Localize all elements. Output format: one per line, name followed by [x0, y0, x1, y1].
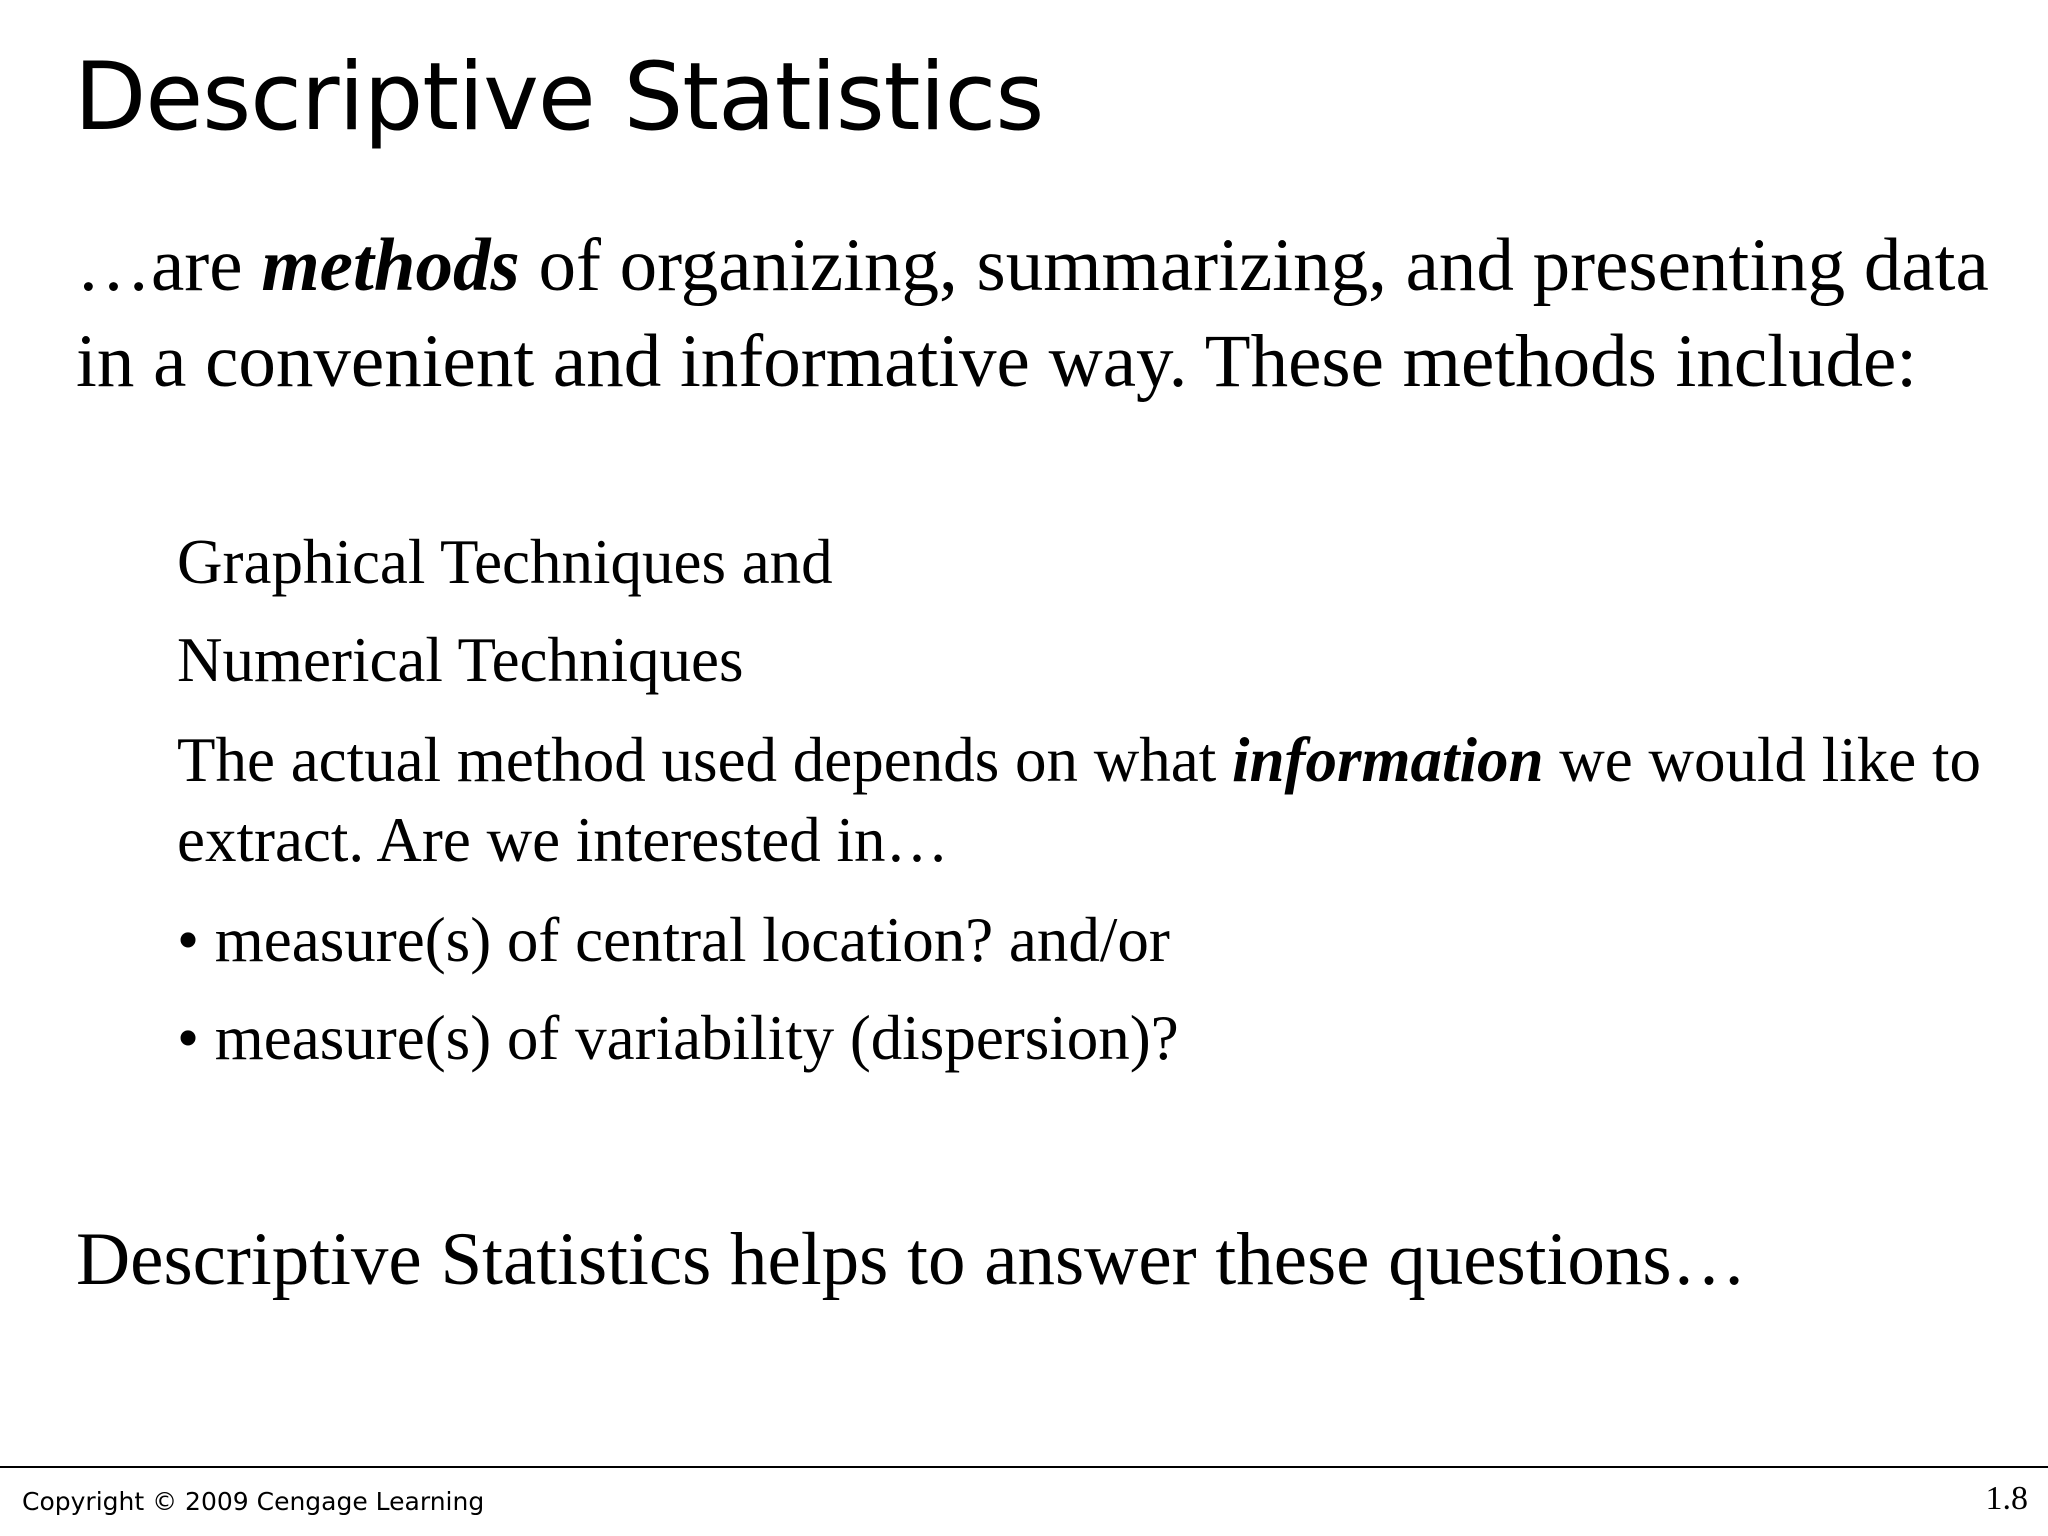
intro-paragraph — [76, 218, 2016, 410]
conclusion-text: Descriptive Statistics helps to answer these questions… — [76, 1218, 1747, 1301]
footer-copyright: Copyright © 2009 Cengage Learning — [22, 1487, 485, 1516]
graphical-techniques-item: Graphical Techniques and — [177, 527, 833, 597]
method-paragraph — [177, 720, 1997, 880]
intro-emphasis-methods: methods — [261, 224, 520, 307]
bullet-central-location: • measure(s) of central location? and/or — [177, 905, 1170, 975]
intro-suffix: of organizing, summarizing, and presenting data in a convenient and informative way. These methods include: — [76, 224, 1989, 403]
numerical-techniques-item: Numerical Techniques — [177, 625, 744, 695]
method-prefix: The actual method used depends on what — [177, 725, 1232, 795]
bullet-variability: • measure(s) of variability (dispersion)? — [177, 1003, 1179, 1073]
method-suffix: we would like to extract. Are we interested in… — [177, 725, 1981, 875]
intro-prefix: …are — [76, 224, 262, 307]
method-emphasis-information: information — [1231, 725, 1544, 795]
page-number: 1.8 — [1985, 1480, 2028, 1517]
slide-title: Descriptive Statistics — [74, 43, 1044, 152]
footer-divider — [0, 1466, 2048, 1468]
